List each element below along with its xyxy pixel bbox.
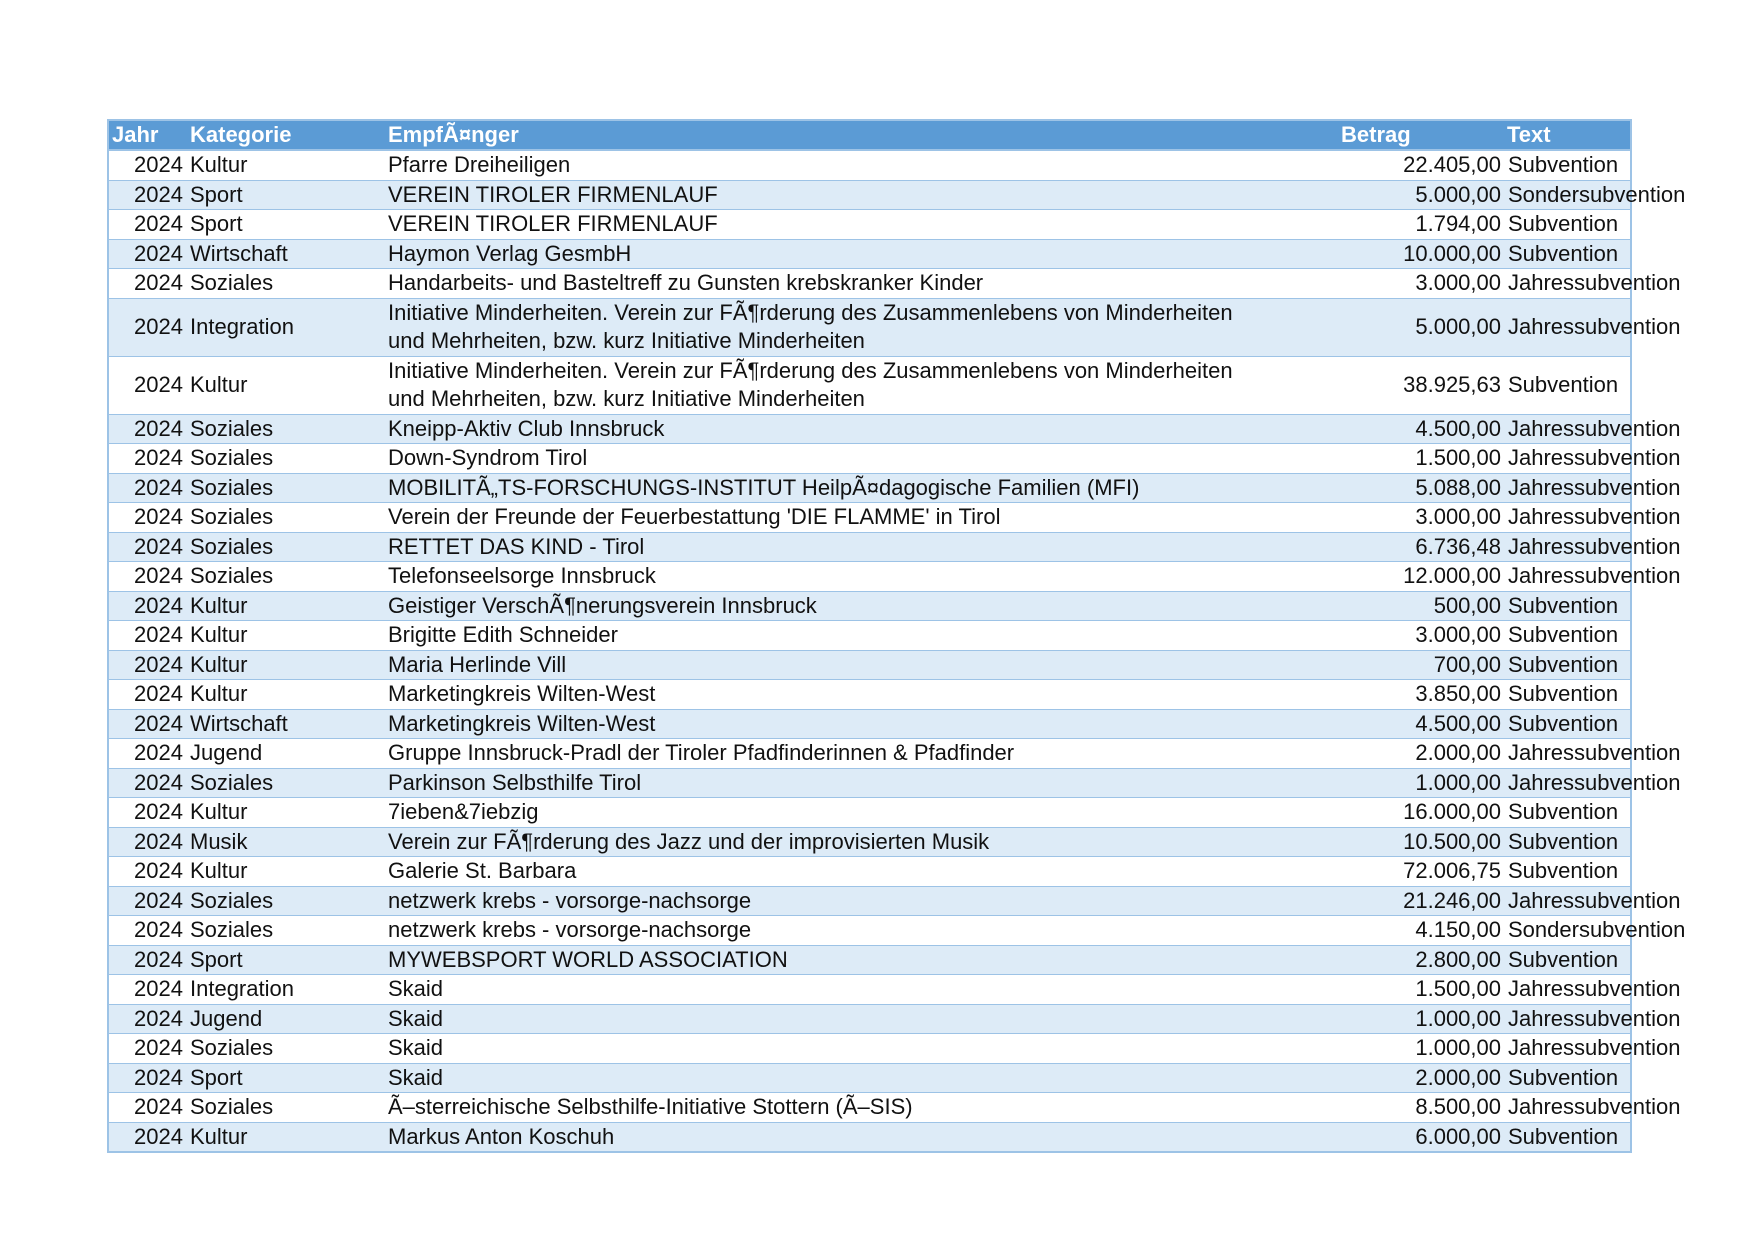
cell-betrag: 38.925,63 bbox=[1242, 356, 1504, 414]
table-header-row bbox=[108, 120, 1631, 150]
cell-text: Subvention bbox=[1504, 650, 1631, 680]
cell-text: Jahressubvention bbox=[1504, 269, 1631, 299]
table-row bbox=[108, 739, 1631, 769]
cell-jahr: 2024 bbox=[108, 298, 187, 356]
cell-empfaenger: MYWEBSPORT WORLD ASSOCIATION bbox=[385, 945, 1242, 975]
cell-kategorie: Kultur bbox=[187, 356, 385, 414]
cell-empfaenger: Down-Syndrom Tirol bbox=[385, 444, 1242, 474]
cell-kategorie: Wirtschaft bbox=[187, 239, 385, 269]
cell-betrag: 16.000,00 bbox=[1242, 798, 1504, 828]
cell-kategorie: Integration bbox=[187, 975, 385, 1005]
table-row bbox=[108, 857, 1631, 887]
table-row bbox=[108, 239, 1631, 269]
cell-text: Jahressubvention bbox=[1504, 473, 1631, 503]
cell-betrag: 1.794,00 bbox=[1242, 210, 1504, 240]
cell-empfaenger: Initiative Minderheiten. Verein zur FÃ¶rderung des Zusammenlebens von Minderheiten und Mehrheiten, bzw. kurz Initiative Minderheiten bbox=[385, 356, 1242, 414]
cell-empfaenger: Gruppe Innsbruck-Pradl der Tiroler Pfadfinderinnen & Pfadfinder bbox=[385, 739, 1242, 769]
cell-text: Jahressubvention bbox=[1504, 1034, 1631, 1064]
cell-kategorie: Soziales bbox=[187, 532, 385, 562]
cell-jahr: 2024 bbox=[108, 1063, 187, 1093]
cell-betrag: 1.500,00 bbox=[1242, 975, 1504, 1005]
cell-kategorie: Wirtschaft bbox=[187, 709, 385, 739]
cell-betrag: 6.736,48 bbox=[1242, 532, 1504, 562]
cell-empfaenger: Parkinson Selbsthilfe Tirol bbox=[385, 768, 1242, 798]
cell-text: Jahressubvention bbox=[1504, 1093, 1631, 1123]
cell-text: Subvention bbox=[1504, 709, 1631, 739]
cell-kategorie: Sport bbox=[187, 180, 385, 210]
cell-betrag: 1.000,00 bbox=[1242, 1004, 1504, 1034]
cell-betrag: 1.000,00 bbox=[1242, 1034, 1504, 1064]
cell-text: Jahressubvention bbox=[1504, 414, 1631, 444]
cell-kategorie: Sport bbox=[187, 210, 385, 240]
cell-kategorie: Soziales bbox=[187, 444, 385, 474]
cell-kategorie: Soziales bbox=[187, 503, 385, 533]
cell-empfaenger: Skaid bbox=[385, 1004, 1242, 1034]
table-row bbox=[108, 1063, 1631, 1093]
table-body bbox=[108, 150, 1686, 1152]
cell-empfaenger: Haymon Verlag GesmbH bbox=[385, 239, 1242, 269]
cell-jahr: 2024 bbox=[108, 562, 187, 592]
cell-text: Jahressubvention bbox=[1504, 298, 1631, 356]
cell-kategorie: Sport bbox=[187, 1063, 385, 1093]
column-header-text: Text bbox=[1504, 120, 1631, 150]
table-row bbox=[108, 414, 1631, 444]
cell-empfaenger: Skaid bbox=[385, 1034, 1242, 1064]
cell-empfaenger: netzwerk krebs - vorsorge-nachsorge bbox=[385, 916, 1242, 946]
table-row bbox=[108, 798, 1631, 828]
cell-betrag: 3.000,00 bbox=[1242, 269, 1504, 299]
cell-betrag: 8.500,00 bbox=[1242, 1093, 1504, 1123]
cell-kategorie: Soziales bbox=[187, 1093, 385, 1123]
cell-empfaenger: Skaid bbox=[385, 975, 1242, 1005]
cell-jahr: 2024 bbox=[108, 150, 187, 180]
cell-text: Jahressubvention bbox=[1504, 768, 1631, 798]
table-row bbox=[108, 444, 1631, 474]
table-row bbox=[108, 210, 1631, 240]
table-row bbox=[108, 591, 1631, 621]
cell-jahr: 2024 bbox=[108, 591, 187, 621]
cell-betrag: 2.000,00 bbox=[1242, 1063, 1504, 1093]
cell-betrag: 4.500,00 bbox=[1242, 709, 1504, 739]
cell-kategorie: Integration bbox=[187, 298, 385, 356]
cell-text: Subvention bbox=[1504, 356, 1631, 414]
table-row bbox=[108, 269, 1631, 299]
cell-kategorie: Jugend bbox=[187, 1004, 385, 1034]
cell-empfaenger: Handarbeits- und Basteltreff zu Gunsten krebskranker Kinder bbox=[385, 269, 1242, 299]
table-row bbox=[108, 1093, 1631, 1123]
cell-jahr: 2024 bbox=[108, 532, 187, 562]
cell-text: Jahressubvention bbox=[1504, 886, 1631, 916]
table-row bbox=[108, 562, 1631, 592]
cell-jahr: 2024 bbox=[108, 473, 187, 503]
cell-jahr: 2024 bbox=[108, 680, 187, 710]
cell-jahr: 2024 bbox=[108, 1093, 187, 1123]
cell-betrag: 500,00 bbox=[1242, 591, 1504, 621]
table-row bbox=[108, 1034, 1631, 1064]
cell-kategorie: Kultur bbox=[187, 798, 385, 828]
column-header-jahr: Jahr bbox=[108, 120, 187, 150]
table-row bbox=[108, 532, 1631, 562]
table-row bbox=[108, 709, 1631, 739]
cell-kategorie: Soziales bbox=[187, 768, 385, 798]
cell-text: Subvention bbox=[1504, 621, 1631, 651]
cell-text: Subvention bbox=[1504, 150, 1631, 180]
cell-kategorie: Soziales bbox=[187, 916, 385, 946]
cell-text: Subvention bbox=[1504, 857, 1631, 887]
cell-empfaenger: Skaid bbox=[385, 1063, 1242, 1093]
subsidy-table-sheet bbox=[107, 119, 1686, 1153]
cell-kategorie: Kultur bbox=[187, 857, 385, 887]
cell-betrag: 5.000,00 bbox=[1242, 298, 1504, 356]
cell-betrag: 3.850,00 bbox=[1242, 680, 1504, 710]
cell-empfaenger: Geistiger VerschÃ¶nerungsverein Innsbruck bbox=[385, 591, 1242, 621]
cell-jahr: 2024 bbox=[108, 180, 187, 210]
cell-jahr: 2024 bbox=[108, 1004, 187, 1034]
cell-jahr: 2024 bbox=[108, 886, 187, 916]
cell-empfaenger: VEREIN TIROLER FIRMENLAUF bbox=[385, 180, 1242, 210]
cell-empfaenger: VEREIN TIROLER FIRMENLAUF bbox=[385, 210, 1242, 240]
cell-text: Subvention bbox=[1504, 210, 1631, 240]
table-row bbox=[108, 650, 1631, 680]
cell-kategorie: Soziales bbox=[187, 886, 385, 916]
cell-jahr: 2024 bbox=[108, 916, 187, 946]
cell-betrag: 22.405,00 bbox=[1242, 150, 1504, 180]
cell-empfaenger: Galerie St. Barbara bbox=[385, 857, 1242, 887]
cell-empfaenger: Maria Herlinde Vill bbox=[385, 650, 1242, 680]
cell-betrag: 700,00 bbox=[1242, 650, 1504, 680]
cell-kategorie: Soziales bbox=[187, 269, 385, 299]
cell-text: Subvention bbox=[1504, 591, 1631, 621]
cell-jahr: 2024 bbox=[108, 709, 187, 739]
cell-kategorie: Kultur bbox=[187, 1122, 385, 1152]
table-row bbox=[108, 356, 1631, 414]
cell-kategorie: Kultur bbox=[187, 150, 385, 180]
cell-betrag: 10.000,00 bbox=[1242, 239, 1504, 269]
cell-text: Subvention bbox=[1504, 239, 1631, 269]
cell-betrag: 3.000,00 bbox=[1242, 621, 1504, 651]
cell-empfaenger: Kneipp-Aktiv Club Innsbruck bbox=[385, 414, 1242, 444]
cell-jahr: 2024 bbox=[108, 798, 187, 828]
table-row bbox=[108, 916, 1631, 946]
cell-empfaenger: Ã–sterreichische Selbsthilfe-Initiative Stottern (Ã–SIS) bbox=[385, 1093, 1242, 1123]
cell-empfaenger: Initiative Minderheiten. Verein zur FÃ¶rderung des Zusammenlebens von Minderheiten und Mehrheiten, bzw. kurz Initiative Minderheiten bbox=[385, 298, 1242, 356]
table-row bbox=[108, 180, 1631, 210]
cell-betrag: 12.000,00 bbox=[1242, 562, 1504, 592]
cell-empfaenger: Pfarre Dreiheiligen bbox=[385, 150, 1242, 180]
cell-empfaenger: 7ieben&7iebzig bbox=[385, 798, 1242, 828]
cell-text: Subvention bbox=[1504, 827, 1631, 857]
cell-betrag: 1.500,00 bbox=[1242, 444, 1504, 474]
cell-kategorie: Soziales bbox=[187, 562, 385, 592]
cell-jahr: 2024 bbox=[108, 1034, 187, 1064]
subsidy-table bbox=[107, 119, 1686, 1153]
cell-text: Sondersubvention bbox=[1504, 916, 1631, 946]
cell-betrag: 6.000,00 bbox=[1242, 1122, 1504, 1152]
cell-jahr: 2024 bbox=[108, 768, 187, 798]
cell-text: Subvention bbox=[1504, 798, 1631, 828]
table-row bbox=[108, 503, 1631, 533]
cell-jahr: 2024 bbox=[108, 269, 187, 299]
table-row bbox=[108, 1004, 1631, 1034]
table-row bbox=[108, 827, 1631, 857]
cell-betrag: 2.000,00 bbox=[1242, 739, 1504, 769]
cell-kategorie: Kultur bbox=[187, 680, 385, 710]
table-row bbox=[108, 886, 1631, 916]
cell-empfaenger: Marketingkreis Wilten-West bbox=[385, 709, 1242, 739]
cell-text: Jahressubvention bbox=[1504, 562, 1631, 592]
cell-jahr: 2024 bbox=[108, 239, 187, 269]
cell-text: Subvention bbox=[1504, 945, 1631, 975]
cell-text: Subvention bbox=[1504, 680, 1631, 710]
cell-text: Jahressubvention bbox=[1504, 975, 1631, 1005]
cell-empfaenger: Marketingkreis Wilten-West bbox=[385, 680, 1242, 710]
cell-kategorie: Kultur bbox=[187, 621, 385, 651]
column-header-betrag: Betrag bbox=[1242, 120, 1504, 150]
cell-jahr: 2024 bbox=[108, 975, 187, 1005]
cell-text: Jahressubvention bbox=[1504, 444, 1631, 474]
cell-betrag: 72.006,75 bbox=[1242, 857, 1504, 887]
cell-kategorie: Jugend bbox=[187, 739, 385, 769]
cell-empfaenger: Telefonseelsorge Innsbruck bbox=[385, 562, 1242, 592]
cell-text: Jahressubvention bbox=[1504, 739, 1631, 769]
cell-empfaenger: Markus Anton Koschuh bbox=[385, 1122, 1242, 1152]
cell-betrag: 3.000,00 bbox=[1242, 503, 1504, 533]
cell-text: Subvention bbox=[1504, 1122, 1631, 1152]
cell-text: Jahressubvention bbox=[1504, 1004, 1631, 1034]
cell-empfaenger: Brigitte Edith Schneider bbox=[385, 621, 1242, 651]
table-row bbox=[108, 1122, 1631, 1152]
table-row bbox=[108, 621, 1631, 651]
cell-text: Jahressubvention bbox=[1504, 503, 1631, 533]
cell-empfaenger: RETTET DAS KIND - Tirol bbox=[385, 532, 1242, 562]
cell-jahr: 2024 bbox=[108, 414, 187, 444]
cell-betrag: 5.000,00 bbox=[1242, 180, 1504, 210]
cell-empfaenger: netzwerk krebs - vorsorge-nachsorge bbox=[385, 886, 1242, 916]
cell-betrag: 5.088,00 bbox=[1242, 473, 1504, 503]
table-row bbox=[108, 298, 1631, 356]
cell-kategorie: Kultur bbox=[187, 650, 385, 680]
cell-jahr: 2024 bbox=[108, 945, 187, 975]
table-row bbox=[108, 680, 1631, 710]
cell-betrag: 21.246,00 bbox=[1242, 886, 1504, 916]
cell-jahr: 2024 bbox=[108, 857, 187, 887]
cell-kategorie: Soziales bbox=[187, 473, 385, 503]
cell-text: Subvention bbox=[1504, 1063, 1631, 1093]
table-row bbox=[108, 150, 1631, 180]
cell-jahr: 2024 bbox=[108, 210, 187, 240]
cell-jahr: 2024 bbox=[108, 356, 187, 414]
cell-kategorie: Kultur bbox=[187, 591, 385, 621]
cell-kategorie: Sport bbox=[187, 945, 385, 975]
column-header-empfaenger: EmpfÃ¤nger bbox=[385, 120, 1242, 150]
cell-jahr: 2024 bbox=[108, 621, 187, 651]
cell-empfaenger: Verein zur FÃ¶rderung des Jazz und der improvisierten Musik bbox=[385, 827, 1242, 857]
cell-text: Jahressubvention bbox=[1504, 532, 1631, 562]
cell-kategorie: Musik bbox=[187, 827, 385, 857]
cell-betrag: 2.800,00 bbox=[1242, 945, 1504, 975]
table-row bbox=[108, 945, 1631, 975]
cell-betrag: 1.000,00 bbox=[1242, 768, 1504, 798]
table-row bbox=[108, 473, 1631, 503]
cell-kategorie: Soziales bbox=[187, 414, 385, 444]
cell-kategorie: Soziales bbox=[187, 1034, 385, 1064]
cell-jahr: 2024 bbox=[108, 650, 187, 680]
cell-text: Sondersubvention bbox=[1504, 180, 1631, 210]
cell-betrag: 4.500,00 bbox=[1242, 414, 1504, 444]
cell-betrag: 4.150,00 bbox=[1242, 916, 1504, 946]
cell-empfaenger: Verein der Freunde der Feuerbestattung 'DIE FLAMME' in Tirol bbox=[385, 503, 1242, 533]
cell-jahr: 2024 bbox=[108, 739, 187, 769]
cell-betrag: 10.500,00 bbox=[1242, 827, 1504, 857]
cell-jahr: 2024 bbox=[108, 444, 187, 474]
cell-jahr: 2024 bbox=[108, 503, 187, 533]
column-header-kategorie: Kategorie bbox=[187, 120, 385, 150]
table-row bbox=[108, 975, 1631, 1005]
table-row bbox=[108, 768, 1631, 798]
cell-empfaenger: MOBILITÃ„TS-FORSCHUNGS-INSTITUT HeilpÃ¤dagogische Familien (MFI) bbox=[385, 473, 1242, 503]
cell-jahr: 2024 bbox=[108, 827, 187, 857]
cell-jahr: 2024 bbox=[108, 1122, 187, 1152]
